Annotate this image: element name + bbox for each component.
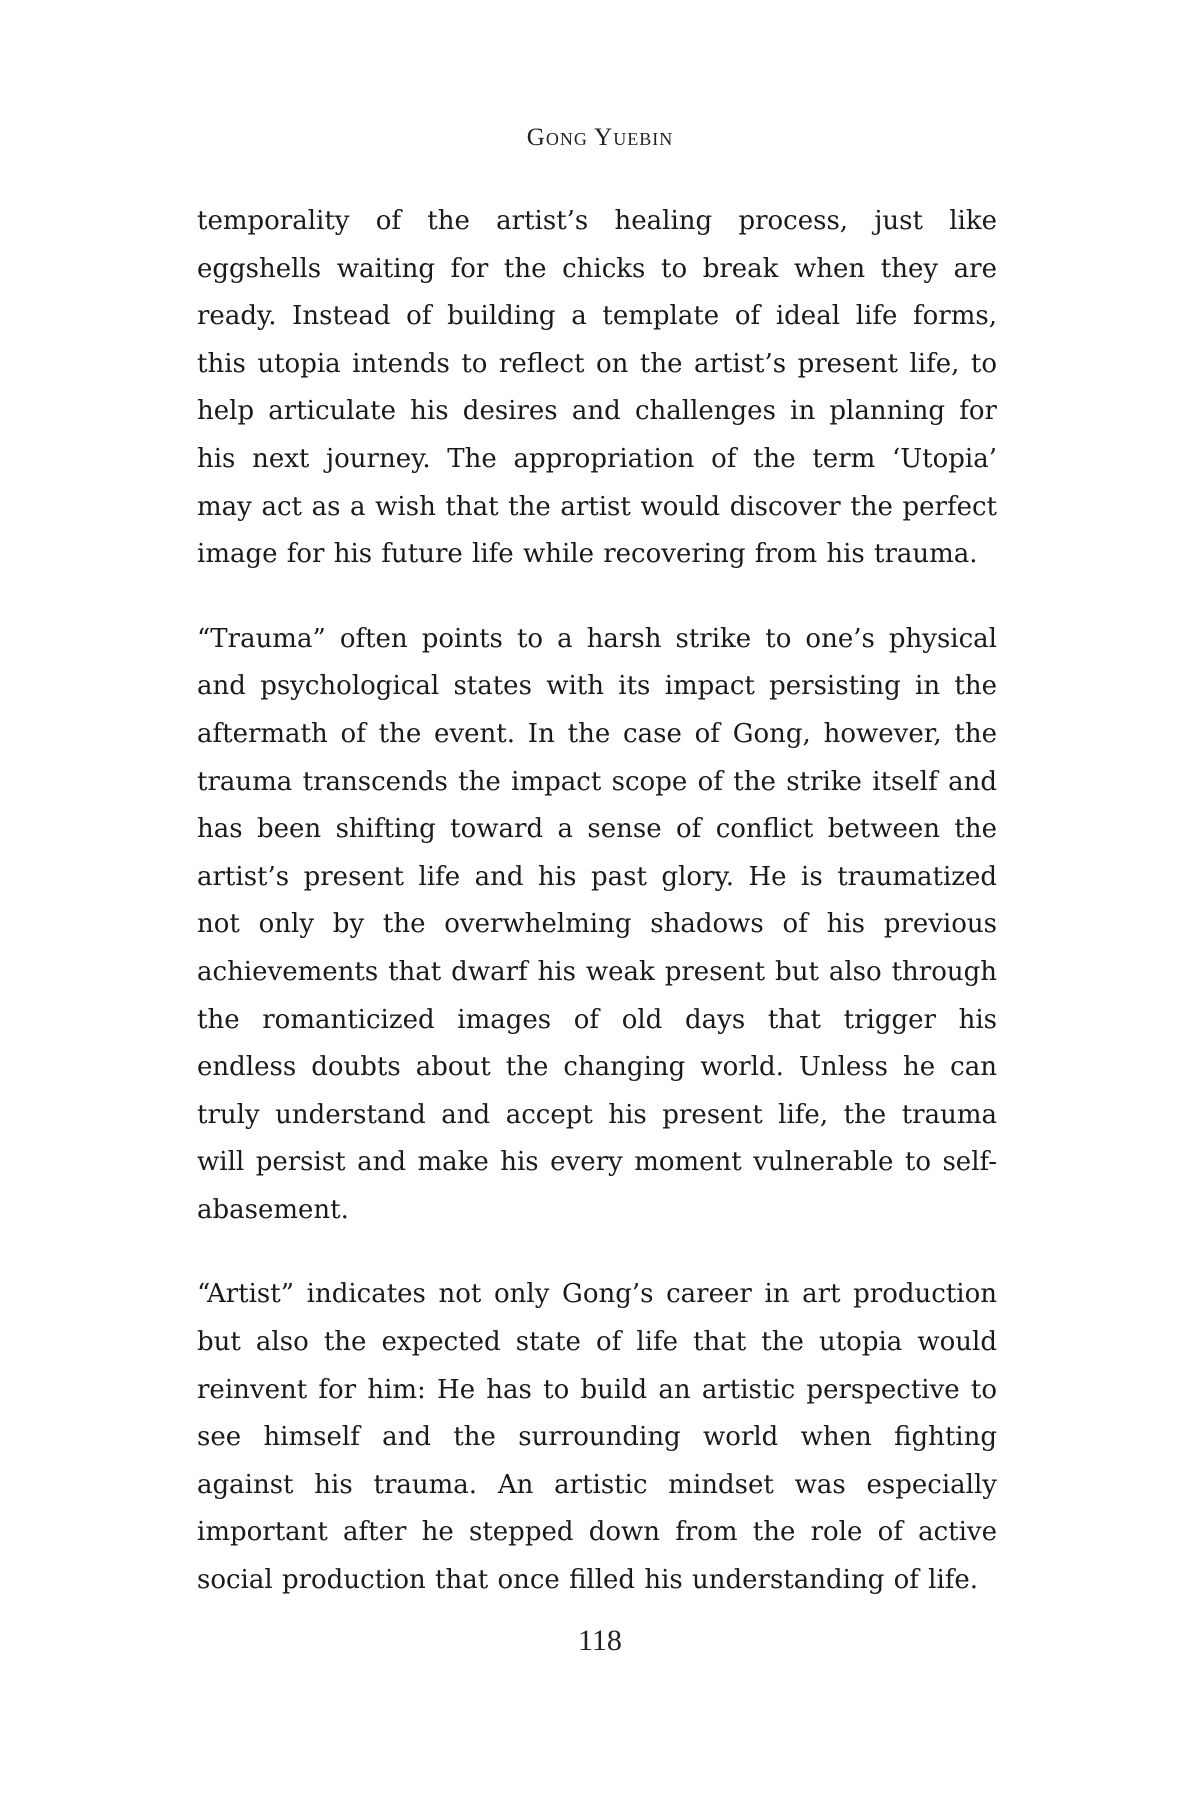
paragraph-trauma: “Trauma” often points to a harsh strike to one’s physical and psychological states with its impact persisting in the aftermath of the event. In the case of Gong, however, the trauma transcends the impact scope of the strike itself and has been shifting toward a sense of conflict between the artist’s present life and his past glory. He is traumatized not only by the overwhelming shadows of his previous achievements that dwarf his weak present but also through the romanticized images of old days that trigger his endless doubts about the changing world. Unless he can truly understand and accept his present life, the trauma will persist and make his every moment vulnerable to self-abasement. (197, 623, 997, 1225)
body-text (197, 198, 997, 1642)
running-head: Gong Yuebin (526, 124, 674, 151)
paragraph-artist: “Artist” indicates not only Gong’s career in art production but also the expected state of life that the utopia would reinvent for him: He has to build an artistic perspective to see himself and the surrounding world when fighting against his trauma. An artistic mindset was especially important after he stepped down from the role of active social production that once filled his understanding of life. (197, 1279, 997, 1596)
paragraph-healing-process: temporality of the artist’s healing process, just like eggshells waiting for the chicks to break when they are ready. Instead of building a template of ideal life forms, this utopia intends to reflect on the artist’s present life, to help articulate his desires and challenges in planning for his next journey. The appropriation of the term ‘Utopia’ may act as a wish that the artist would discover the perfect image for his future life while recovering from his trauma. (197, 206, 997, 570)
page-number: 118 (578, 1624, 622, 1657)
